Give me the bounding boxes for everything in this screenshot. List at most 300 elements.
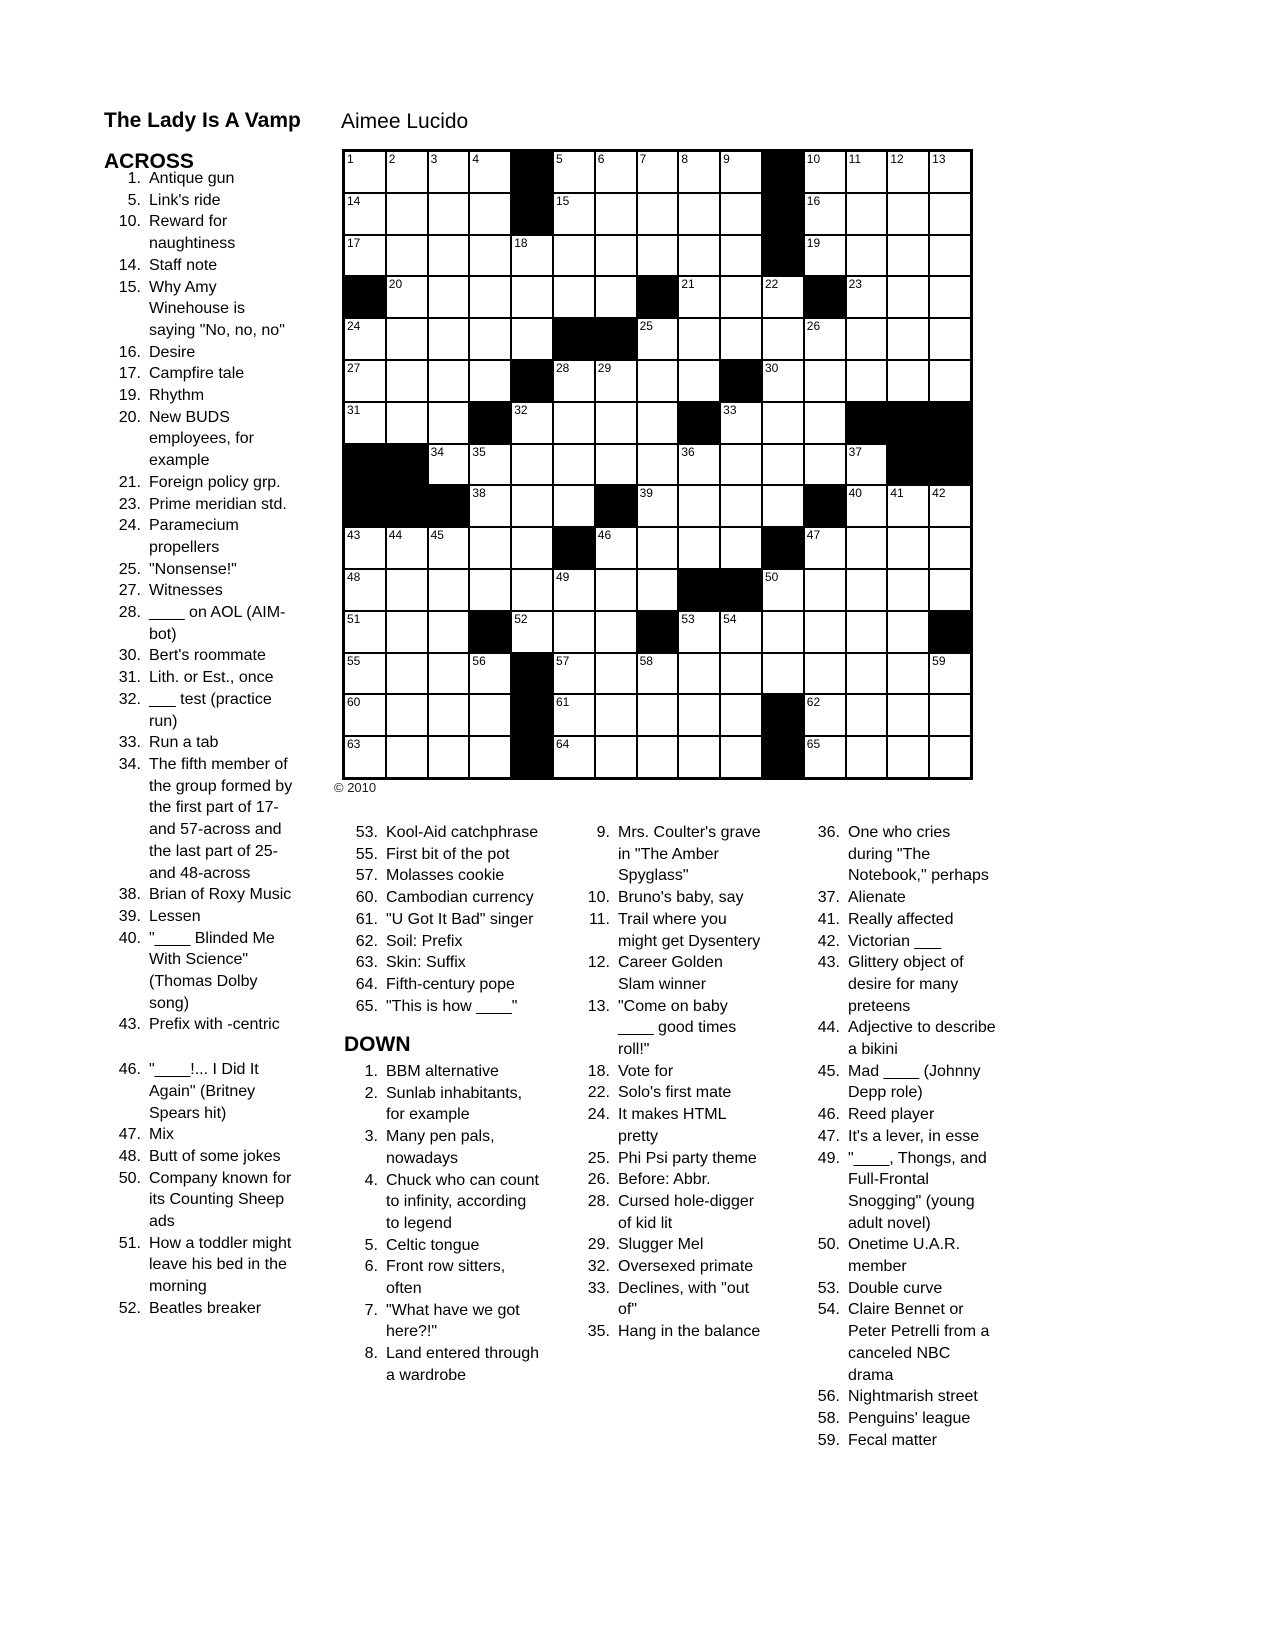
clue-text: "Come on baby ____ good times roll!" — [618, 997, 737, 1059]
clue-number: 60. — [355, 889, 378, 907]
clue-item — [568, 1234, 764, 1256]
grid-cell-black — [762, 736, 804, 778]
grid-cell-white — [386, 694, 428, 736]
clue-text: Sunlab inhabitants, for example — [386, 1084, 523, 1124]
grid-cell-black — [762, 527, 804, 569]
grid-cell-number: 49 — [555, 569, 570, 584]
grid-cell-white — [386, 235, 428, 277]
grid-cell-white — [720, 611, 762, 653]
grid-cell-white — [678, 151, 720, 193]
grid-cell-black — [511, 360, 553, 402]
grid-cell-white — [846, 360, 888, 402]
grid-cell-white — [637, 736, 679, 778]
grid-cell-white — [804, 653, 846, 695]
grid-cell-white — [720, 235, 762, 277]
grid-cell-white — [428, 444, 470, 486]
grid-cell-white — [553, 193, 595, 235]
clue-item — [798, 1061, 998, 1104]
grid-cell-white — [637, 235, 679, 277]
clue-text: Desire — [149, 343, 196, 361]
clue-number: 5. — [127, 191, 141, 209]
grid-cell-white — [637, 485, 679, 527]
grid-cell-white — [344, 653, 386, 695]
clue-text: Slugger Mel — [618, 1236, 704, 1254]
clue-number: 24. — [118, 517, 141, 535]
grid-cell-white — [887, 360, 929, 402]
down-clues-column-2 — [336, 1061, 540, 1387]
grid-cell-white — [887, 276, 929, 318]
grid-cell-white — [762, 444, 804, 486]
grid-cell-white — [511, 444, 553, 486]
grid-cell-white — [344, 360, 386, 402]
clue-text: Prime meridian std. — [149, 495, 287, 513]
clue-text: "____!... I Did It Again" (Britney Spears hit) — [149, 1061, 259, 1122]
clue-text: Career Golden Slam winner — [618, 954, 723, 993]
clue-text: "____, Thongs, and Full-Frontal Snogging" (young adult novel) — [848, 1149, 987, 1232]
grid-cell-white — [428, 193, 470, 235]
grid-cell-white — [846, 653, 888, 695]
clue-item — [798, 1234, 998, 1277]
grid-cell-black — [637, 276, 679, 318]
clue-text: Onetime U.A.R. member — [848, 1236, 961, 1276]
grid-cell-white — [469, 485, 511, 527]
grid-cell-number: 5 — [555, 152, 563, 166]
clue-item — [104, 645, 304, 667]
grid-cell-number: 18 — [514, 235, 528, 250]
clue-number: 53. — [355, 824, 378, 841]
clue-text: Lith. or Est., once — [149, 669, 274, 687]
grid-cell-white — [929, 318, 971, 360]
grid-cell-white — [637, 569, 679, 611]
clue-item — [798, 909, 998, 931]
grid-cell-black — [553, 318, 595, 360]
clue-text: Beatles breaker — [149, 1299, 262, 1317]
clue-text: Kool-Aid catchphrase — [386, 824, 539, 841]
clue-item — [798, 887, 998, 909]
grid-cell-white — [595, 360, 637, 402]
grid-cell-white — [595, 694, 637, 736]
clue-item — [568, 1191, 764, 1234]
grid-cell-black — [804, 485, 846, 527]
grid-cell-white — [887, 527, 929, 569]
clue-item — [104, 1059, 304, 1124]
grid-cell-number: 42 — [932, 486, 946, 501]
clue-number: 35. — [587, 1323, 610, 1341]
grid-cell-black — [637, 611, 679, 653]
grid-cell-white — [469, 235, 511, 277]
grid-cell-white — [804, 694, 846, 736]
grid-cell-black — [511, 151, 553, 193]
clue-item — [798, 1104, 998, 1126]
grid-cell-white — [678, 694, 720, 736]
grid-cell-white — [762, 360, 804, 402]
clue-item — [104, 1146, 304, 1168]
clue-item — [798, 952, 998, 1017]
grid-cell-white — [511, 402, 553, 444]
clue-text: The fifth member of the group formed by the first part of 17- and 57-across and the last part of 25- and 48-across — [149, 755, 293, 882]
grid-cell-number: 35 — [472, 444, 486, 459]
grid-cell-black — [386, 444, 428, 486]
grid-cell-number: 3 — [430, 152, 438, 166]
grid-cell-white — [428, 569, 470, 611]
grid-cell-white — [846, 485, 888, 527]
clue-item — [104, 1233, 304, 1298]
grid-cell-number: 8 — [681, 152, 689, 166]
clue-item — [104, 689, 304, 732]
grid-cell-number: 33 — [723, 402, 737, 417]
clue-item — [104, 342, 304, 364]
grid-cell-white — [929, 569, 971, 611]
grid-cell-white — [720, 444, 762, 486]
clue-item — [104, 472, 304, 494]
clue-item — [104, 667, 304, 689]
clue-item — [798, 822, 998, 887]
grid-cell-white — [678, 235, 720, 277]
clue-number: 1. — [127, 170, 141, 187]
grid-cell-white — [762, 485, 804, 527]
grid-cell-black — [762, 235, 804, 277]
grid-cell-number: 36 — [681, 444, 695, 459]
grid-cell-white — [511, 276, 553, 318]
clue-text: "This is how ____" — [386, 997, 518, 1015]
clue-item — [104, 906, 304, 928]
grid-cell-black — [678, 402, 720, 444]
grid-cell-number: 26 — [806, 319, 821, 334]
clue-number: 12. — [587, 954, 610, 972]
grid-cell-white — [428, 151, 470, 193]
clue-text: Solo's first mate — [618, 1084, 732, 1102]
clue-number: 56. — [817, 1388, 840, 1406]
grid-cell-black — [511, 653, 553, 695]
grid-cell-white — [720, 736, 762, 778]
clue-text: ____ on AOL (AIM-bot) — [149, 604, 286, 643]
grid-cell-number: 12 — [890, 152, 904, 166]
grid-cell-number: 39 — [639, 486, 653, 501]
grid-cell-number: 34 — [430, 444, 444, 459]
clue-text: Bert's roommate — [149, 647, 266, 665]
clue-text: Land entered through a wardrobe — [386, 1345, 540, 1384]
grid-cell-white — [553, 276, 595, 318]
clue-number: 23. — [118, 495, 141, 513]
clue-text: Victorian ___ — [848, 932, 942, 950]
grid-cell-white — [428, 318, 470, 360]
grid-cell-white — [469, 360, 511, 402]
down-clues-column-3 — [568, 822, 764, 1343]
grid-cell-white — [595, 444, 637, 486]
grid-cell-white — [595, 151, 637, 193]
grid-cell-white — [344, 569, 386, 611]
grid-cell-white — [887, 235, 929, 277]
clue-item — [568, 887, 764, 909]
grid-cell-number: 40 — [848, 486, 862, 501]
clue-item — [104, 928, 304, 1015]
grid-cell-white — [553, 444, 595, 486]
clue-item — [336, 1256, 540, 1299]
clue-text: Reed player — [848, 1106, 935, 1124]
grid-cell-white — [929, 276, 971, 318]
grid-cell-number: 58 — [639, 653, 653, 668]
clue-text: ___ test (practice run) — [149, 690, 272, 730]
grid-cell-white — [511, 611, 553, 653]
clue-number: 54. — [817, 1301, 840, 1319]
grid-cell-white — [553, 694, 595, 736]
grid-cell-black — [762, 151, 804, 193]
clue-text: Claire Bennet or Peter Petrelli from a canceled NBC drama — [848, 1301, 990, 1384]
clue-number: 43. — [118, 1016, 141, 1034]
grid-cell-white — [553, 235, 595, 277]
grid-cell-white — [344, 151, 386, 193]
grid-cell-white — [720, 527, 762, 569]
clue-number: 32. — [118, 690, 141, 708]
clue-text: Brian of Roxy Music — [149, 886, 292, 904]
clue-number: 33. — [118, 734, 141, 752]
clue-item — [104, 559, 304, 581]
grid-cell-number: 56 — [472, 653, 486, 668]
clue-number: 11. — [588, 910, 610, 928]
clue-item — [336, 909, 540, 931]
grid-cell-white — [595, 611, 637, 653]
grid-cell-white — [804, 569, 846, 611]
grid-cell-white — [762, 318, 804, 360]
clue-number: 6. — [364, 1258, 378, 1276]
clue-number: 49. — [817, 1149, 840, 1167]
grid-cell-white — [344, 235, 386, 277]
clue-text: Vote for — [618, 1062, 674, 1080]
grid-cell-white — [386, 318, 428, 360]
grid-cell-number: 45 — [430, 528, 444, 543]
grid-cell-white — [887, 569, 929, 611]
grid-cell-number: 21 — [681, 277, 695, 292]
grid-cell-white — [804, 360, 846, 402]
clue-text: Adjective to describe a bikini — [848, 1019, 996, 1059]
grid-cell-number: 31 — [347, 402, 361, 417]
clue-item — [336, 1300, 540, 1343]
grid-cell-white — [595, 736, 637, 778]
grid-cell-white — [846, 611, 888, 653]
grid-cell-white — [595, 193, 637, 235]
clue-item — [568, 1256, 764, 1278]
clue-number: 25. — [587, 1149, 610, 1167]
clue-text: It makes HTML pretty — [618, 1106, 726, 1145]
grid-cell-white — [846, 193, 888, 235]
clue-text: Butt of some jokes — [149, 1147, 281, 1165]
clue-number: 62. — [355, 932, 378, 950]
clue-text: Oversexed primate — [618, 1258, 754, 1276]
grid-cell-black — [344, 276, 386, 318]
grid-cell-white — [386, 360, 428, 402]
clue-item — [568, 1169, 764, 1191]
grid-cell-white — [929, 193, 971, 235]
grid-cell-white — [804, 151, 846, 193]
grid-cell-white — [553, 360, 595, 402]
grid-cell-white — [595, 653, 637, 695]
clue-text: Hang in the balance — [618, 1323, 761, 1341]
grid-cell-white — [929, 653, 971, 695]
grid-cell-white — [428, 402, 470, 444]
clue-text: Foreign policy grp. — [149, 473, 281, 491]
grid-cell-white — [386, 527, 428, 569]
clue-text: Soil: Prefix — [386, 932, 463, 950]
clue-text: It's a lever, in esse — [848, 1127, 980, 1145]
down-heading: DOWN — [344, 1033, 411, 1057]
grid-cell-number: 10 — [806, 152, 821, 166]
grid-cell-number: 7 — [639, 152, 647, 166]
clues-column-2 — [336, 822, 540, 1387]
grid-cell-white — [386, 611, 428, 653]
clue-number: 2. — [364, 1084, 378, 1102]
clue-number: 3. — [364, 1128, 378, 1146]
grid-cell-white — [678, 193, 720, 235]
grid-cell-number: 48 — [347, 569, 361, 584]
grid-cell-white — [386, 151, 428, 193]
grid-cell-number: 55 — [347, 653, 361, 668]
grid-cell-white — [637, 151, 679, 193]
clue-number: 55. — [355, 845, 378, 863]
clue-item — [104, 580, 304, 602]
clue-number: 47. — [118, 1126, 141, 1144]
clue-number: 44. — [817, 1019, 840, 1037]
grid-cell-white — [929, 736, 971, 778]
grid-cell-white — [720, 193, 762, 235]
clue-item — [568, 1104, 764, 1147]
grid-cell-white — [595, 527, 637, 569]
clue-item — [568, 952, 764, 995]
grid-cell-white — [553, 653, 595, 695]
clue-text: "U Got It Bad" singer — [386, 910, 534, 928]
grid-cell-white — [846, 527, 888, 569]
grid-cell-white — [428, 527, 470, 569]
grid-cell-white — [344, 611, 386, 653]
clue-number: 14. — [118, 256, 141, 274]
grid-cell-white — [553, 611, 595, 653]
clue-item — [104, 602, 304, 645]
clue-text: Before: Abbr. — [618, 1171, 711, 1189]
grid-cell-white — [386, 193, 428, 235]
clue-text: Witnesses — [149, 582, 223, 600]
clue-number: 25. — [118, 560, 141, 578]
grid-cell-white — [804, 402, 846, 444]
grid-cell-white — [428, 653, 470, 695]
clue-number: 48. — [118, 1147, 141, 1165]
clue-item — [336, 865, 540, 887]
grid-cell-white — [846, 444, 888, 486]
grid-cell-white — [344, 318, 386, 360]
clue-number: 4. — [364, 1171, 378, 1189]
clue-number: 64. — [355, 975, 378, 993]
grid-cell-white — [344, 694, 386, 736]
clue-number: 9. — [596, 824, 610, 841]
clue-item — [104, 494, 304, 516]
grid-cell-white — [511, 569, 553, 611]
grid-cell-white — [720, 653, 762, 695]
grid-cell-black — [511, 193, 553, 235]
clue-item — [798, 1278, 998, 1300]
clue-number: 7. — [364, 1301, 378, 1319]
grid-cell-white — [678, 736, 720, 778]
clue-number: 24. — [587, 1106, 610, 1124]
grid-cell-number: 60 — [347, 695, 361, 710]
grid-cell-white — [720, 485, 762, 527]
grid-cell-black — [469, 402, 511, 444]
clue-number: 16. — [118, 343, 141, 361]
clue-item — [104, 1014, 304, 1036]
grid-cell-white — [804, 527, 846, 569]
grid-cell-white — [637, 193, 679, 235]
clue-text: Cursed hole-digger of kid lit — [618, 1192, 755, 1232]
clue-number: 8. — [364, 1345, 378, 1363]
clue-text: Trail where you might get Dysentery — [618, 910, 761, 950]
grid-cell-white — [595, 276, 637, 318]
grid-cell-white — [469, 569, 511, 611]
grid-cell-black — [428, 485, 470, 527]
grid-cell-number: 6 — [597, 152, 605, 166]
grid-cell-white — [637, 527, 679, 569]
clue-text: Skin: Suffix — [386, 954, 466, 972]
grid-cell-white — [887, 736, 929, 778]
grid-cell-black — [386, 485, 428, 527]
clue-item — [568, 822, 764, 887]
grid-cell-black — [929, 611, 971, 653]
grid-cell-number: 46 — [597, 528, 612, 543]
grid-cell-white — [929, 527, 971, 569]
clue-item — [104, 732, 304, 754]
grid-cell-white — [804, 235, 846, 277]
grid-cell-white — [637, 360, 679, 402]
clue-text: Reward for naughtiness — [149, 213, 236, 253]
grid-cell-black — [344, 444, 386, 486]
grid-cell-white — [469, 653, 511, 695]
grid-cell-black — [720, 569, 762, 611]
grid-cell-white — [929, 360, 971, 402]
grid-cell-white — [720, 318, 762, 360]
grid-cell-white — [344, 736, 386, 778]
clue-number: 29. — [587, 1236, 610, 1254]
grid-cell-number: 50 — [764, 569, 779, 584]
across-clues-column-2 — [336, 822, 540, 1017]
grid-cell-white — [846, 235, 888, 277]
clue-text: Really affected — [848, 910, 954, 928]
grid-cell-number: 4 — [472, 152, 480, 166]
grid-cell-white — [469, 276, 511, 318]
grid-cell-white — [846, 151, 888, 193]
clue-text: Mad ____ (Johnny Depp role) — [848, 1062, 981, 1102]
grid-cell-number: 15 — [555, 193, 570, 208]
grid-cell-white — [511, 527, 553, 569]
grid-cell-white — [637, 694, 679, 736]
clue-item — [336, 1061, 540, 1083]
grid-cell-white — [720, 694, 762, 736]
grid-cell-number: 24 — [347, 319, 361, 334]
clue-item — [104, 1124, 304, 1146]
clue-text: Declines, with "out of" — [618, 1279, 750, 1319]
grid-cell-black — [344, 485, 386, 527]
grid-cell-white — [511, 318, 553, 360]
clue-number: 43. — [817, 954, 840, 972]
grid-cell-number: 52 — [514, 611, 528, 626]
clue-text: Penguins' league — [848, 1409, 971, 1427]
clue-number: 40. — [118, 929, 141, 947]
clue-text: New BUDS employees, for example — [149, 408, 254, 470]
grid-cell-number: 25 — [639, 319, 653, 334]
clue-number: 51. — [118, 1234, 141, 1252]
clue-text: Fifth-century pope — [386, 975, 515, 993]
grid-cell-number: 13 — [932, 152, 946, 166]
grid-cell-black — [511, 694, 553, 736]
clue-number: 38. — [118, 886, 141, 904]
clue-number: 46. — [817, 1106, 840, 1124]
clue-number: 61. — [355, 910, 378, 928]
grid-cell-number: 11 — [848, 152, 862, 166]
